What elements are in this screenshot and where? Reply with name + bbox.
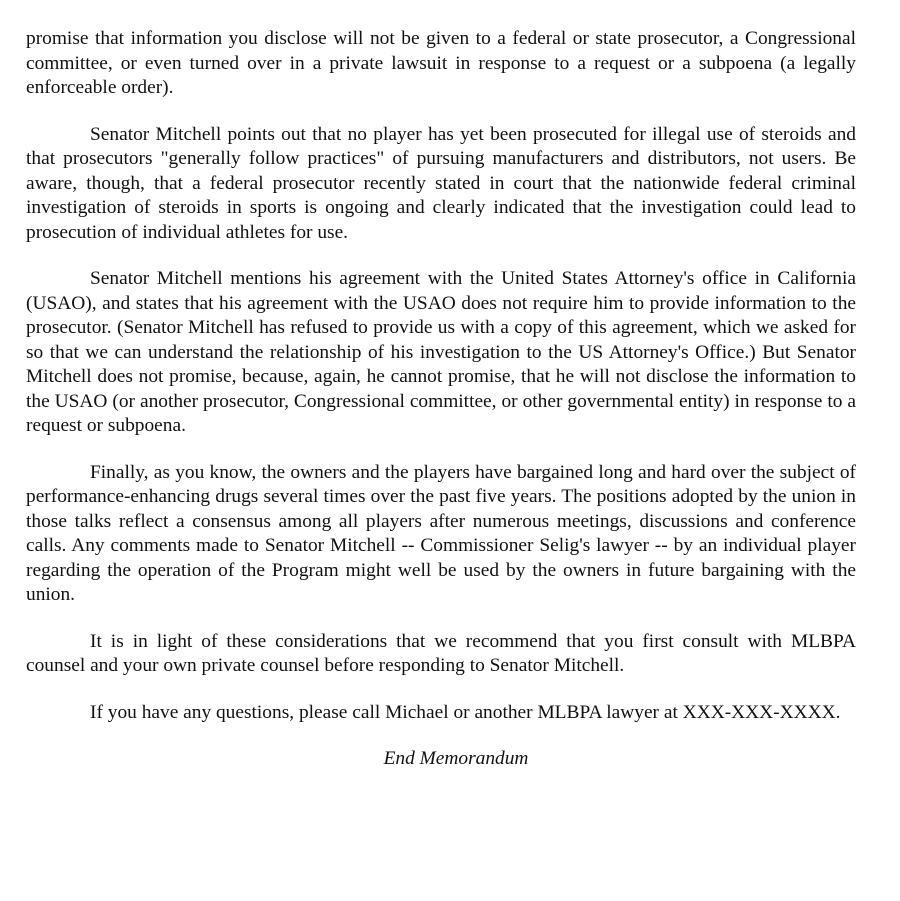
paragraph-bargaining: Finally, as you know, the owners and the players have bargained long and hard over the subject of performance-enhancing drugs several times over the past five years. The positions adopted by the union in those talks reflect a consensus among all players after numerous meetings, discussions and conference calls. Any comments made to Senator Mitchell -- Commissioner Selig's lawyer -- by an individual player regarding the operation of the Program might well be used by the owners in future bargaining with the union. (26, 461, 856, 605)
paragraph-continued-promise: promise that information you disclose will not be given to a federal or state prosecutor, a Congressional committee, or even turned over in a private lawsuit in response to a request or a subpoena (a legally enforceable order). (26, 28, 856, 98)
memorandum-page (26, 27, 856, 791)
paragraph-usao-agreement: Senator Mitchell mentions his agreement with the United States Attorney's office in California (USAO), and states that his agreement with the USAO does not require him to provide information to the prosecutor. (Senator Mitchell has refused to provide us with a copy of this agreement, which we asked for so that we can understand the relationship of his investigation to the US Attorney's Office.) But Senator Mitchell does not promise, because, again, he cannot promise, that he will not disclose the information to the USAO (or another prosecutor, Congressional committee, or other governmental entity) in response to a request or subpoena. (26, 268, 856, 436)
paragraph-contact: If you have any questions, please call Michael or another MLBPA lawyer at XXX-XXX-XXXX. (90, 701, 841, 723)
closing-line: End Memorandum (383, 748, 529, 769)
paragraph-prosecution: Senator Mitchell points out that no player has yet been prosecuted for illegal use of steroids and that prosecutors "generally follow practices" of pursuing manufacturers and distributors, not users. Be aware, though, that a federal prosecutor recently stated in court that the nationwide federal criminal investigation of steroids in sports is ongoing and clearly indicated that the investigation could lead to prosecution of individual athletes for use. (26, 123, 856, 243)
paragraph-recommendation: It is in light of these considerations that we recommend that you first consult with MLBPA counsel and your own private counsel before responding to Senator Mitchell. (26, 630, 856, 676)
